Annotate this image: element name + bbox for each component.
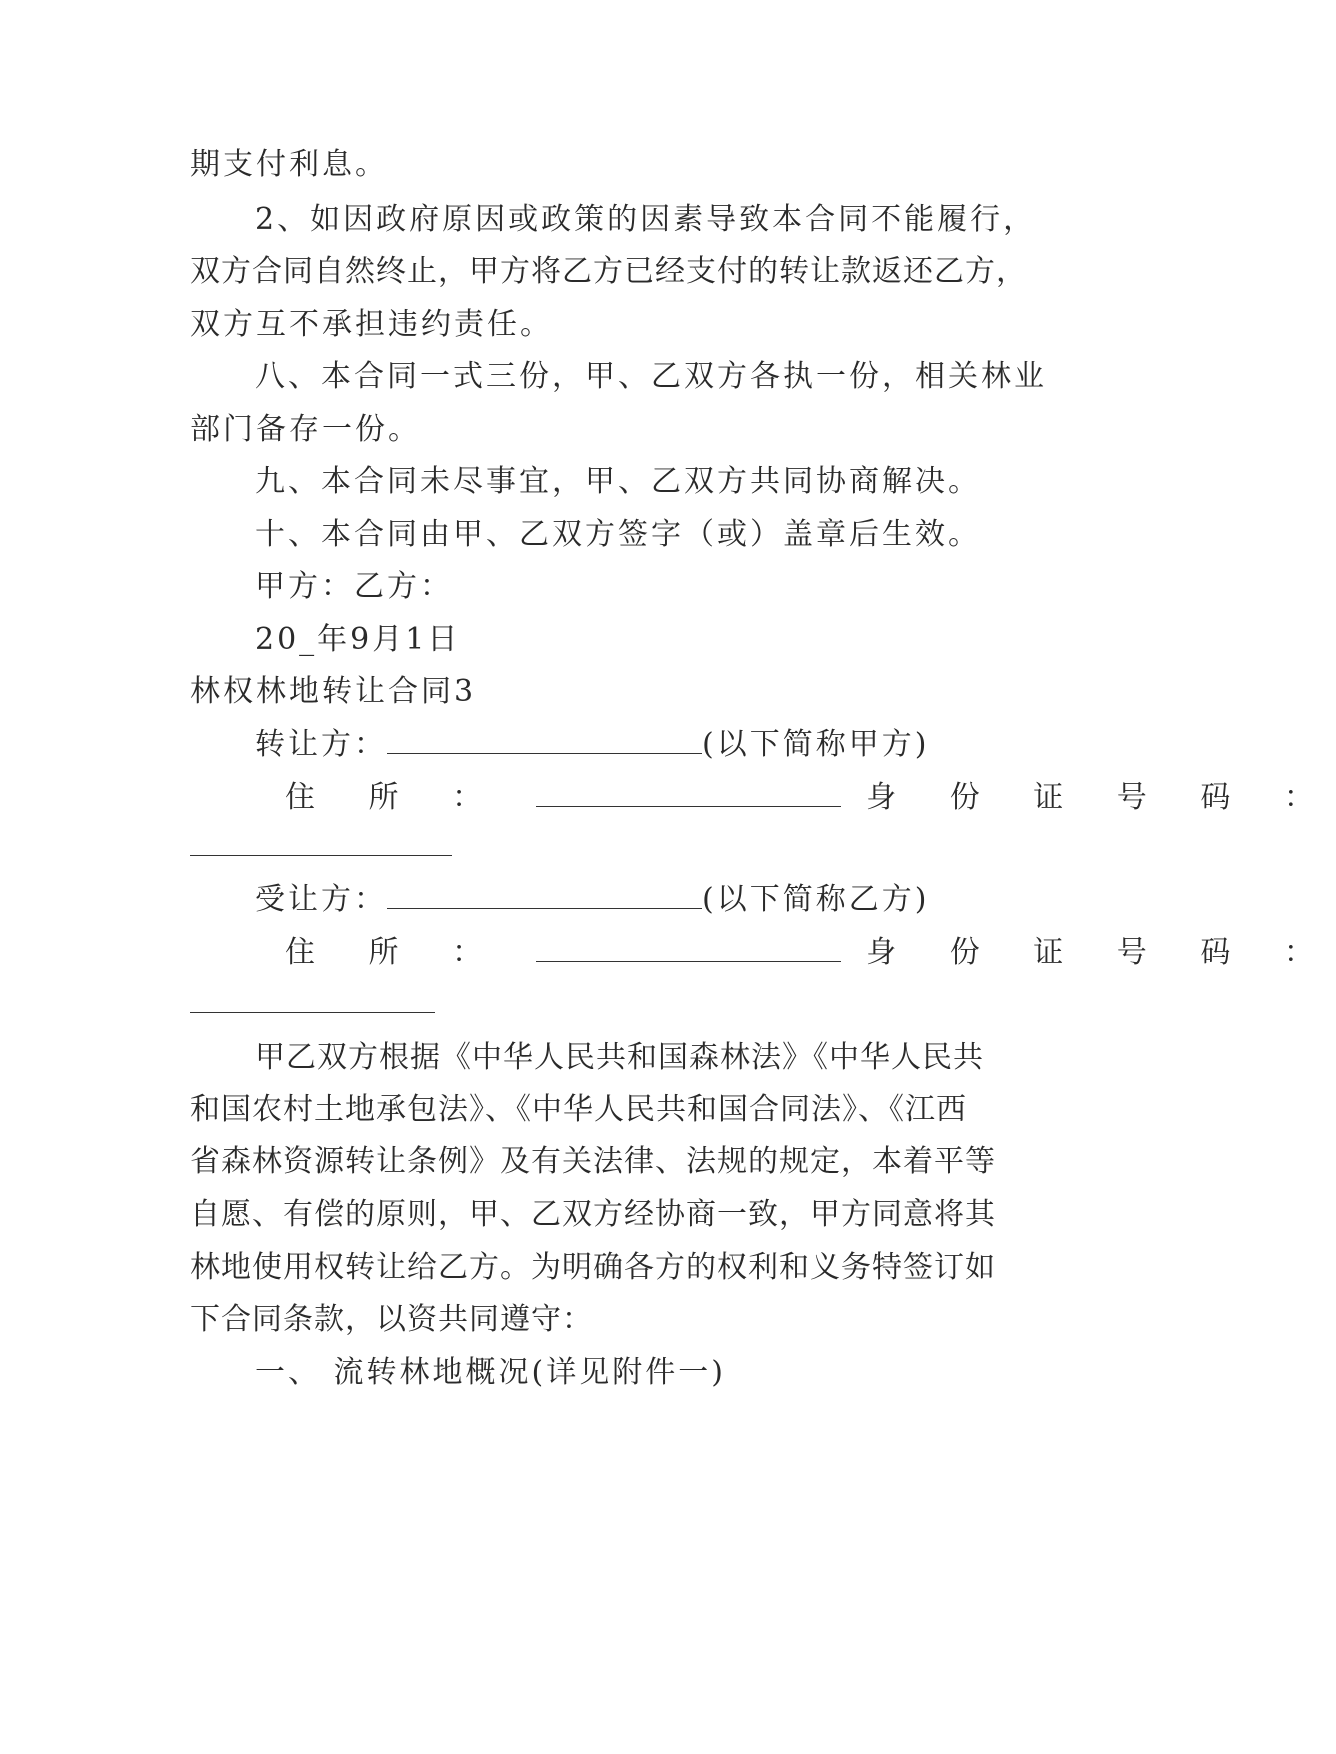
transferor-suffix: (以下简称甲方) — [702, 727, 930, 762]
signature-date: 20_年9月1日 — [255, 622, 461, 657]
transferor-address-line — [285, 778, 1336, 818]
transferee-line — [255, 880, 929, 920]
transferor-line — [255, 725, 929, 765]
transferor-blank[interactable] — [387, 727, 702, 754]
address-label: 住 所 ： — [285, 935, 505, 970]
transferor-id-blank[interactable] — [190, 855, 452, 856]
clause-8: 八、本合同一式三份，甲、乙双方各执一份，相关林业 — [255, 359, 1047, 394]
preamble-line: 下合同条款，以资共同遵守： — [190, 1302, 593, 1337]
clause-9: 九、本合同未尽事宜，甲、乙双方共同协商解决。 — [255, 464, 981, 499]
clause-10: 十、本合同由甲、乙双方签字（或）盖章后生效。 — [255, 517, 981, 552]
address-blank[interactable] — [536, 935, 841, 962]
text-line: 双方合同自然终止，甲方将乙方已经支付的转让款返还乙方， — [190, 254, 1027, 289]
clause-2: 2、如因政府原因或政策的因素导致本合同不能履行， — [255, 202, 1037, 237]
signature-parties: 甲方：乙方： — [255, 569, 453, 604]
transferee-id-blank[interactable] — [190, 1012, 435, 1013]
transferee-address-line — [285, 933, 1336, 973]
preamble-line: 和国农村土地承包法》、《中华人民共和国合同法》、《江西 — [190, 1092, 967, 1127]
address-label: 住 所 ： — [285, 780, 505, 815]
preamble-line: 甲乙双方根据《中华人民共和国森林法》《中华人民共 — [255, 1040, 984, 1075]
contract-title: 林权林地转让合同3 — [190, 674, 477, 709]
text-line: 部门备存一份。 — [190, 412, 421, 447]
transferee-blank[interactable] — [387, 882, 702, 909]
id-number-label: 身 份 证 号 码 ： — [866, 935, 1336, 970]
transferor-label: 转让方： — [255, 727, 387, 762]
address-blank[interactable] — [536, 780, 841, 807]
preamble-line: 自愿、有偿的原则，甲、乙双方经协商一致，甲方同意将其 — [190, 1197, 996, 1232]
transferee-label: 受让方： — [255, 882, 387, 917]
transferee-suffix: (以下简称乙方) — [702, 882, 930, 917]
section-one-heading: 一、 流转林地概况(详见附件一) — [255, 1355, 726, 1390]
preamble-line: 林地使用权转让给乙方。为明确各方的权利和义务特签订如 — [190, 1250, 996, 1285]
text-line: 双方互不承担违约责任。 — [190, 307, 553, 342]
id-number-label: 身 份 证 号 码 ： — [866, 780, 1336, 815]
preamble-line: 省森林资源转让条例》及有关法律、法规的规定，本着平等 — [190, 1144, 996, 1179]
text-line: 期支付利息。 — [190, 147, 388, 182]
